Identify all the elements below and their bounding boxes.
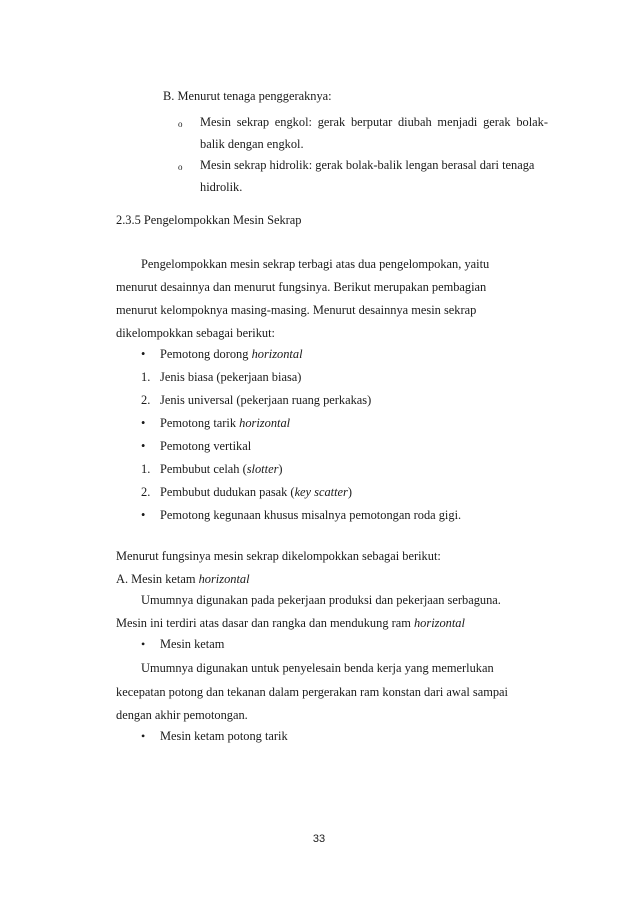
- list-marker: •: [141, 508, 146, 522]
- section-a-bullet-1: Mesin ketam: [160, 637, 225, 651]
- list-item: [160, 346, 303, 362]
- list-marker: •: [141, 439, 146, 453]
- section-b-heading: B. Menurut tenaga penggeraknya:: [163, 89, 332, 103]
- list-item-text: Pembubut dudukan pasak (: [160, 485, 295, 499]
- list-item-text: Pemotong kegunaan khusus misalnya pemotongan roda gigi.: [160, 508, 462, 522]
- list-item-after: ): [347, 485, 353, 499]
- list-item-text: Pemotong vertikal: [160, 439, 252, 453]
- intro-line-1: Pengelompokkan mesin sekrap terbagi atas dua pengelompokan, yaitu: [141, 257, 490, 271]
- list-item: [160, 438, 251, 454]
- list-marker: •: [141, 416, 146, 430]
- list-item-after: ): [278, 462, 283, 476]
- list-item-italic: slotter: [246, 462, 279, 476]
- list-item: [160, 369, 301, 385]
- intro-line-4: dikelompokkan sebagai berikut:: [116, 326, 275, 340]
- intro-line-2: menurut desainnya dan menurut fungsinya. Berikut merupakan pembagian: [116, 280, 487, 294]
- subsection-title: 2.3.5 Pengelompokkan Mesin Sekrap: [116, 213, 302, 227]
- list-item-italic: horizontal: [251, 347, 303, 361]
- section-a-para2-line3: dengan akhir pemotongan.: [116, 708, 248, 722]
- section-a-para1-line1: Umumnya digunakan pada pekerjaan produksi dan pekerjaan serbaguna.: [141, 593, 501, 607]
- section-a-para1-line2-italic: horizontal: [413, 616, 465, 630]
- list-marker: 2.: [141, 393, 151, 407]
- list-item-italic: key scatter: [294, 485, 348, 499]
- section-a-para1-line2-text: Mesin ini terdiri atas dasar dan rangka dan mendukung ram: [116, 616, 414, 630]
- list-item-text: Pemotong tarik: [160, 416, 240, 430]
- list-item-italic: horizontal: [239, 416, 291, 430]
- section-a-heading: [116, 571, 250, 587]
- section-b-item-2-line1: Mesin sekrap hidrolik: gerak bolak-balik lengan berasal dari tenaga: [200, 158, 535, 172]
- section-a-para1-line2: [116, 615, 465, 631]
- bullet-icon: •: [141, 637, 146, 651]
- list-item: [160, 507, 461, 523]
- bullet-icon: •: [141, 729, 146, 743]
- list-marker-circle: o: [178, 162, 183, 172]
- section-a-bullet-2: Mesin ketam potong tarik: [160, 729, 288, 743]
- list-marker: •: [141, 347, 146, 361]
- list-item-text: Jenis universal (pekerjaan ruang perkakas): [160, 393, 372, 407]
- section-a-para2-line2: kecepatan potong dan tekanan dalam pergerakan ram konstan dari awal sampai: [116, 685, 508, 699]
- page-number: 33: [312, 833, 326, 845]
- list-marker: 1.: [141, 370, 151, 384]
- list-item-text: Pemotong dorong: [160, 347, 252, 361]
- section-a-heading-text: A. Mesin ketam: [116, 572, 199, 586]
- list-item: [160, 415, 290, 431]
- list-marker: 2.: [141, 485, 151, 499]
- list-item: [160, 484, 352, 500]
- section-a-para2-line1: Umumnya digunakan untuk penyelesain benda kerja yang memerlukan: [141, 661, 494, 675]
- section-b-item-1-line1: Mesin sekrap engkol: gerak berputar diubah menjadi gerak bolak-: [200, 115, 548, 129]
- section-a-heading-italic: horizontal: [198, 572, 250, 586]
- list-item-text: Jenis biasa (pekerjaan biasa): [160, 370, 302, 384]
- intro-line-3: menurut kelompoknya masing-masing. Menurut desainnya mesin sekrap: [116, 303, 477, 317]
- section-b-item-1-line2: balik dengan engkol.: [200, 137, 304, 151]
- list-item: [160, 461, 283, 477]
- function-intro: Menurut fungsinya mesin sekrap dikelompokkan sebagai berikut:: [116, 549, 441, 563]
- list-marker: 1.: [141, 462, 151, 476]
- list-marker-circle: o: [178, 119, 183, 129]
- section-b-item-2-line2: hidrolik.: [200, 180, 243, 194]
- list-item: [160, 392, 371, 408]
- list-item-text: Pembubut celah (: [160, 462, 247, 476]
